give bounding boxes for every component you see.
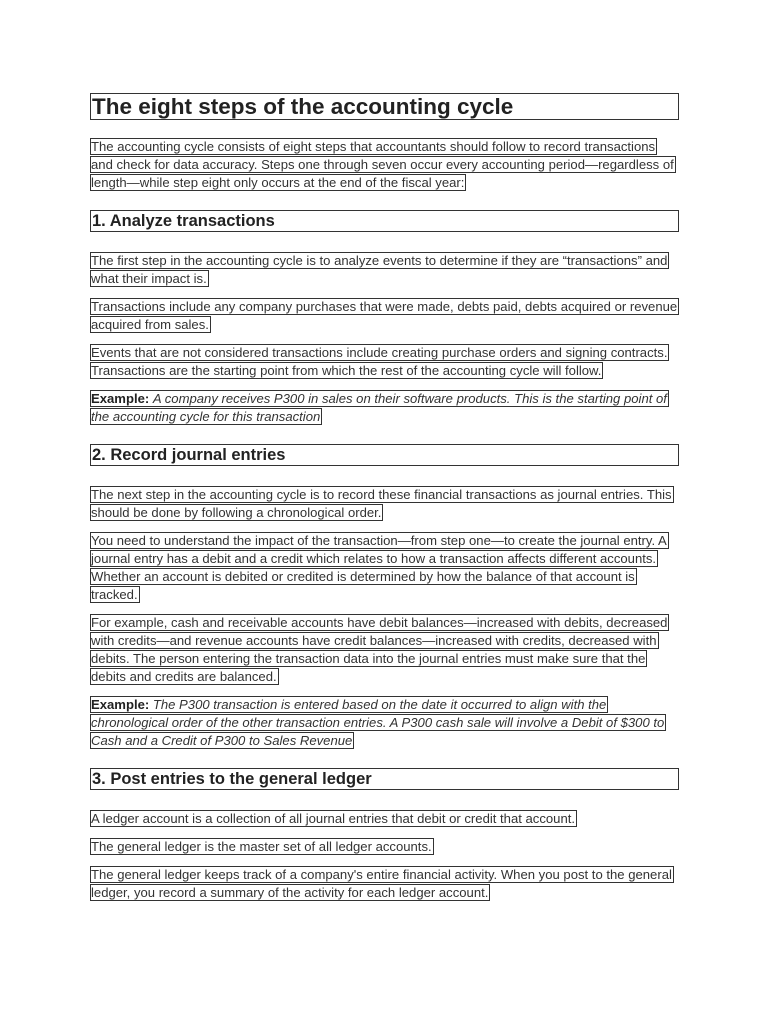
section3-text-2: The general ledger is the master set of all ledger accounts. [91, 839, 432, 854]
section-heading-record: 2. Record journal entries [90, 444, 679, 466]
document-page [90, 93, 680, 902]
section2-text-3: For example, cash and receivable accounts have debit balances—increased with debits, decreased with credits—and revenue accounts have credit balances—increased with credits, decreased with debits. The person entering the transaction data into the journal entries must make sure that the debits and credits are balanced. [91, 615, 668, 684]
section-heading-post: 3. Post entries to the general ledger [90, 768, 679, 790]
section1-paragraph [90, 298, 680, 334]
section3-paragraph [90, 866, 680, 902]
section3-paragraph [90, 810, 680, 828]
example-label: Example: [91, 697, 150, 712]
section2-paragraph [90, 486, 680, 522]
section2-text-1: The next step in the accounting cycle is to record these financial transactions as journal entries. This should be done by following a chronological order. [91, 487, 672, 520]
section-heading-analyze: 1. Analyze transactions [90, 210, 679, 232]
section1-example [90, 390, 680, 426]
section2-text-2: You need to understand the impact of the transaction—from step one—to create the journal entry. A journal entry has a debit and a credit which relates to how a transaction affects different accounts. Whether an account is debited or credited is determined by how the balance of that account is tracked. [91, 533, 667, 602]
example-label: Example: [91, 391, 150, 406]
section3-paragraph [90, 838, 680, 856]
section1-text-3: Events that are not considered transactions include creating purchase orders and signing contracts. Transactions are the starting point from which the rest of the accounting cycle will follow. [91, 345, 668, 378]
section2-example-box [90, 696, 666, 749]
section1-text-2: Transactions include any company purchases that were made, debts paid, debts acquired or revenue acquired from sales. [91, 299, 678, 332]
section1-paragraph [90, 252, 680, 288]
example-text: The P300 transaction is entered based on the date it occurred to align with the chronological order of the other transaction entries. A P300 cash sale will involve a Debit of $300 to Cash and a Credit of P300 to Sales Revenue [91, 697, 665, 748]
section3-text-1: A ledger account is a collection of all journal entries that debit or credit that account. [91, 811, 576, 826]
document-title: The eight steps of the accounting cycle [90, 93, 679, 120]
section1-text-1: The first step in the accounting cycle is to analyze events to determine if they are “transactions” and what their impact is. [91, 253, 668, 286]
section2-paragraph [90, 532, 680, 604]
section2-paragraph [90, 614, 680, 686]
intro-paragraph [90, 138, 680, 192]
example-text: A company receives P300 in sales on their software products. This is the starting point of the accounting cycle for this transaction [91, 391, 667, 424]
intro-text: The accounting cycle consists of eight steps that accountants should follow to record transactions and check for data accuracy. Steps one through seven occur every accounting period—regardless of length—while step eight only occurs at the end of the fiscal year: [91, 139, 674, 190]
section1-paragraph [90, 344, 680, 380]
section2-example [90, 696, 680, 750]
section3-text-3: The general ledger keeps track of a company's entire financial activity. When you post to the general ledger, you record a summary of the activity for each ledger account. [91, 867, 672, 900]
section1-example-box [90, 390, 669, 425]
